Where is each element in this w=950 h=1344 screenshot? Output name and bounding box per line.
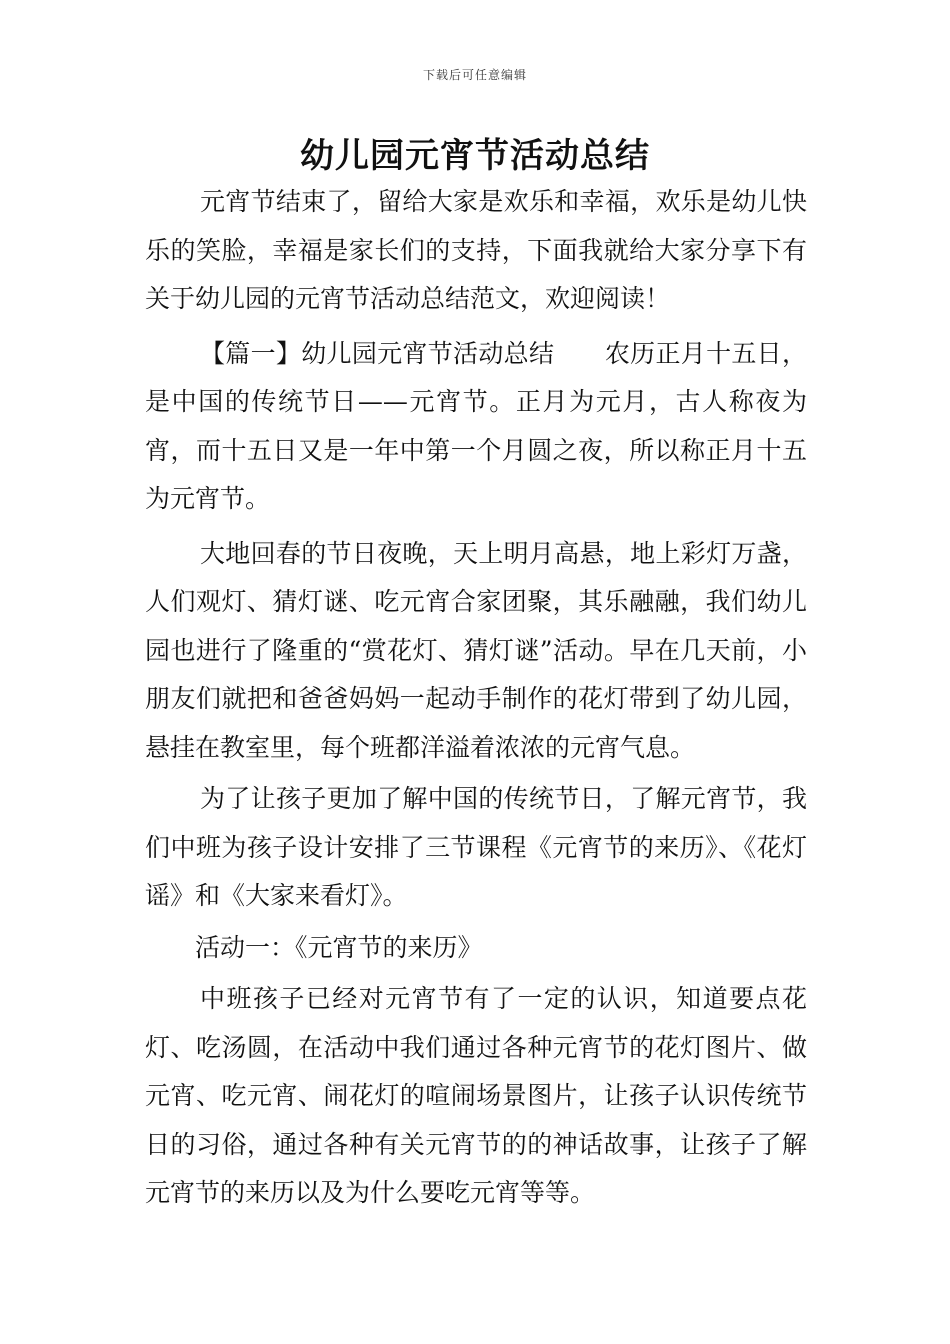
document-title: 幼儿园元宵节活动总结 [300,136,650,176]
paragraph-activity-one-body: 中班孩子已经对元宵节有了一定的认识，知道要点花灯、吃汤圆，在活动中我们通过各种元宵节的花灯图片、做元宵、吃元宵、闹花灯的喧闹场景图片，让孩子认识传统节日的习俗，通过各种有关元宵节的的神话故事，让孩子了解元宵节的来历以及为什么要吃元宵等等。 [145,984,807,1207]
document-body [145,178,807,1218]
paragraph-courses: 为了让孩子更加了解中国的传统节日，了解元宵节，我们中班为孩子设计安排了三节课程《元宵节的来历》、《花灯谣》和《大家来看灯》。 [145,784,807,910]
paragraph-festival-night: 大地回春的节日夜晚，天上明月高悬，地上彩灯万盏，人们观灯、猜灯谜、吃元宵合家团聚，其乐融融，我们幼儿园也进行了隆重的“赏花灯、猜灯谜”活动。早在几天前，小朋友们就把和爸爸妈妈一起动手制作的花灯带到了幼儿园，悬挂在教室里，每个班都洋溢着浓浓的元宵气息。 [145,538,807,762]
paragraph-part-one: 【篇一】幼儿园元宵节活动总结 农历正月十五日，是中国的传统节日——元宵节。正月为元月，古人称夜为宵，而十五日又是一年中第一个月圆之夜，所以称正月十五为元宵节。 [145,338,807,513]
header-note: 下载后可任意编辑 [422,68,527,82]
paragraph-intro: 元宵节结束了，留给大家是欢乐和幸福，欢乐是幼儿快乐的笑脸，幸福是家长们的支持，下面我就给大家分享下有关于幼儿园的元宵节活动总结范文，欢迎阅读！ [145,187,807,313]
paragraph-activity-one-heading: 活动一：《元宵节的来历》 [195,932,483,962]
